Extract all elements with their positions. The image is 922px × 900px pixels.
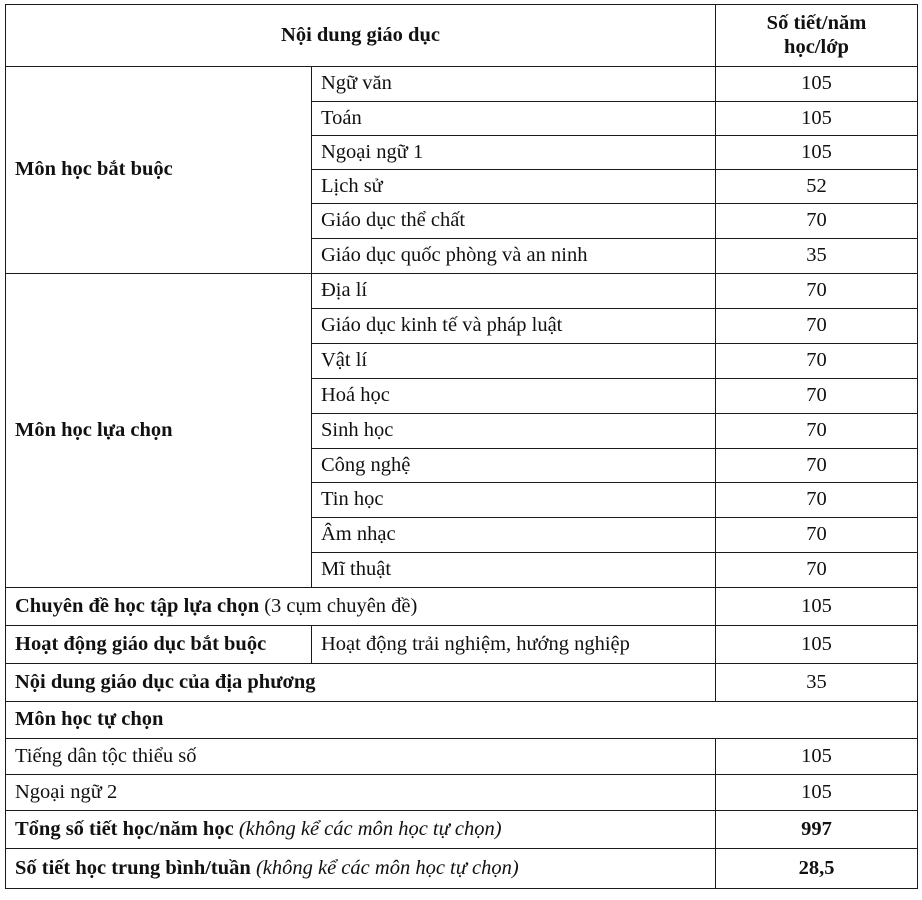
subject-name: Ngữ văn [312,67,716,102]
weekly-label: Số tiết học trung bình/tuần (không kể các môn học tự chọn) [6,849,716,889]
table-row [6,775,918,811]
total-value: 997 [716,811,918,849]
subject-periods: 35 [716,239,918,274]
subject-periods: 70 [716,379,918,414]
activities-item: Hoạt động trải nghiệm, hướng nghiệp [312,626,716,664]
table-row [6,702,918,739]
subject-periods: 70 [716,483,918,518]
header-content: Nội dung giáo dục [6,5,716,67]
table-row [6,849,918,889]
optional-item-name: Tiếng dân tộc thiểu số [6,739,716,775]
optional-item-periods: 105 [716,775,918,811]
topics-label: Chuyên đề học tập lựa chọn (3 cụm chuyên đề) [6,588,716,626]
subject-periods: 70 [716,518,918,553]
subject-periods: 70 [716,414,918,449]
subject-name: Giáo dục kinh tế và pháp luật [312,309,716,344]
subject-name: Mĩ thuật [312,553,716,588]
group-mandatory-label: Môn học bắt buộc [6,67,312,274]
table-row [6,67,918,102]
subject-periods: 105 [716,67,918,102]
group-elective-label: Môn học lựa chọn [6,274,312,588]
subject-periods: 70 [716,309,918,344]
subject-name: Toán [312,102,716,136]
subject-periods: 105 [716,136,918,170]
curriculum-table [5,4,918,889]
subject-name: Công nghệ [312,449,716,483]
table-row [6,811,918,849]
subject-name: Vật lí [312,344,716,379]
optional-item-name: Ngoại ngữ 2 [6,775,716,811]
subject-name: Hoá học [312,379,716,414]
table-row [6,739,918,775]
header-periods: Số tiết/năm học/lớp [716,5,918,67]
local-periods: 35 [716,664,918,702]
subject-periods: 70 [716,274,918,309]
total-label: Tổng số tiết học/năm học (không kể các môn học tự chọn) [6,811,716,849]
weekly-value: 28,5 [716,849,918,889]
subject-periods: 70 [716,344,918,379]
subject-periods: 70 [716,449,918,483]
optional-label: Môn học tự chọn [6,702,918,739]
table-row [6,626,918,664]
subject-periods: 70 [716,204,918,239]
topics-periods: 105 [716,588,918,626]
local-label: Nội dung giáo dục của địa phương [6,664,716,702]
activities-periods: 105 [716,626,918,664]
subject-name: Giáo dục thể chất [312,204,716,239]
subject-name: Âm nhạc [312,518,716,553]
table-row [6,588,918,626]
subject-name: Tin học [312,483,716,518]
subject-periods: 52 [716,170,918,204]
table-row [6,664,918,702]
subject-periods: 70 [716,553,918,588]
optional-item-periods: 105 [716,739,918,775]
table-row [6,274,918,309]
subject-name: Sinh học [312,414,716,449]
subject-name: Ngoại ngữ 1 [312,136,716,170]
subject-name: Giáo dục quốc phòng và an ninh [312,239,716,274]
activities-label: Hoạt động giáo dục bắt buộc [6,626,312,664]
subject-name: Địa lí [312,274,716,309]
subject-name: Lịch sử [312,170,716,204]
subject-periods: 105 [716,102,918,136]
header-row [6,5,918,67]
